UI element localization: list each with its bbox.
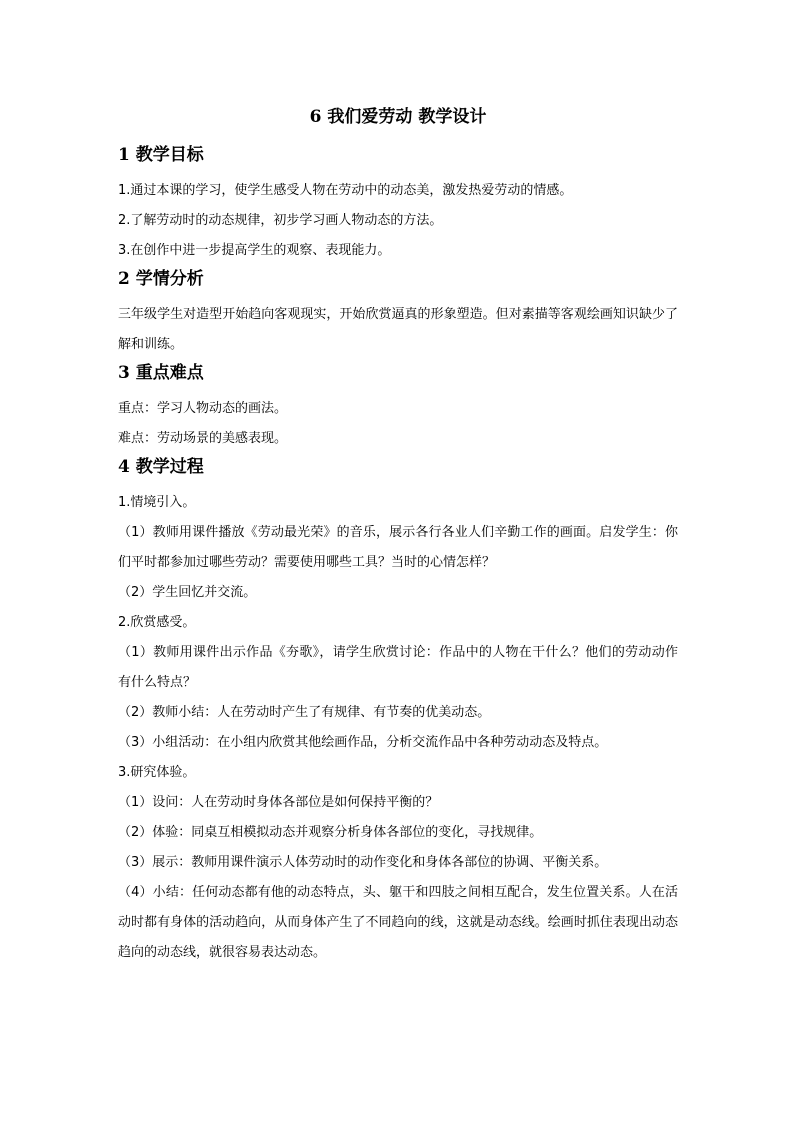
- section-teaching-goals: [118, 144, 678, 266]
- section-teaching-process: [118, 456, 678, 968]
- paragraph: 1.通过本课的学习，使学生感受人物在劳动中的动态美，激发热爱劳动的情感。: [118, 183, 573, 198]
- paragraph: 难点：劳动场景的美感表现。: [118, 431, 288, 446]
- paragraph: （2）体验：同桌互相模拟动态并观察分析身体各部位的变化，寻找规律。: [118, 825, 543, 840]
- paragraph: 2.了解劳动时的动态规律，初步学习画人物动态的方法。: [118, 213, 443, 228]
- paragraph: （2）学生回忆并交流。: [118, 585, 257, 600]
- section-heading: 1 教学目标: [118, 145, 204, 165]
- document-title: 6 我们爱劳动 教学设计: [309, 107, 487, 127]
- paragraph: （2）教师小结：人在劳动时产生了有规律、有节奏的优美动态。: [118, 705, 491, 720]
- paragraph: （3）展示：教师用课件演示人体劳动时的动作变化和身体各部位的协调、平衡关系。: [118, 855, 608, 870]
- paragraph: 3.研究体验。: [118, 765, 196, 780]
- section-heading: 2 学情分析: [118, 269, 204, 289]
- document-page: [118, 106, 678, 970]
- section-key-points: [118, 362, 678, 454]
- paragraph: 三年级学生对造型开始趋向客观现实，开始欣赏逼真的形象塑造。但对素描等客观绘画知识缺少了解和训练。: [118, 307, 678, 352]
- section-heading: 4 教学过程: [118, 457, 204, 477]
- section-student-analysis: [118, 268, 678, 360]
- paragraph: 1.情境引入。: [118, 495, 196, 510]
- paragraph: （3）小组活动：在小组内欣赏其他绘画作品，分析交流作品中各种劳动动态及特点。: [118, 735, 608, 750]
- paragraph: 3.在创作中进一步提高学生的观察、表现能力。: [118, 243, 391, 258]
- paragraph: （1）教师用课件出示作品《夯歌》，请学生欣赏讨论：作品中的人物在干什么？他们的劳动动作有什么特点？: [118, 645, 678, 690]
- paragraph: 2.欣赏感受。: [118, 615, 196, 630]
- paragraph: 重点：学习人物动态的画法。: [118, 401, 288, 416]
- paragraph: （1）教师用课件播放《劳动最光荣》的音乐，展示各行各业人们辛勤工作的画面。启发学生：你们平时都参加过哪些劳动？需要使用哪些工具？当时的心情怎样？: [118, 525, 678, 570]
- section-heading: 3 重点难点: [118, 363, 204, 383]
- paragraph: （4）小结：任何动态都有他的动态特点，头、躯干和四肢之间相互配合，发生位置关系。人在活动时都有身体的活动趋向，从而身体产生了不同趋向的线，这就是动态线。绘画时抓住表现出动态趋向的动态线，就很容易表达动态。: [118, 885, 678, 960]
- paragraph: （1）设问：人在劳动时身体各部位是如何保持平衡的？: [118, 795, 439, 810]
